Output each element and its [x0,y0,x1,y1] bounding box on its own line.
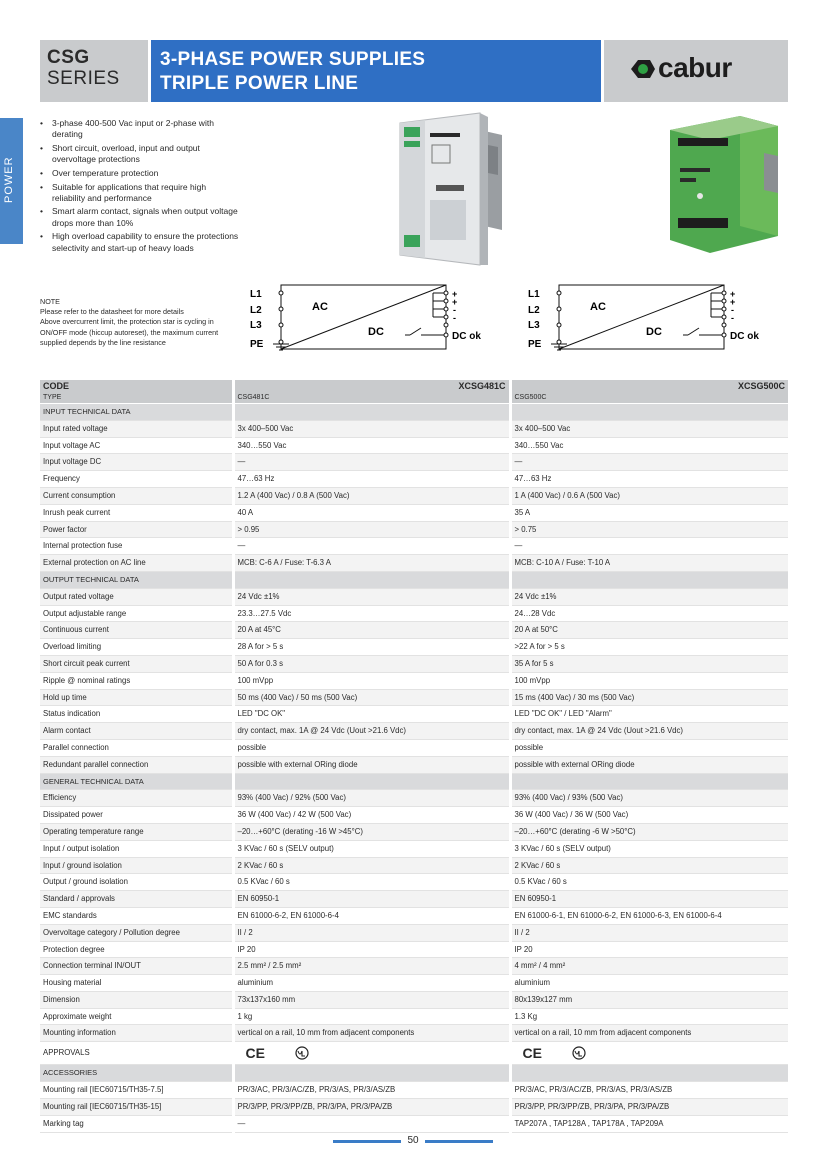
row-value-2: II / 2 [510,924,788,941]
row-value-1: possible [233,739,510,756]
row-value-2: PR/3/AC, PR/3/AC/ZB, PR/3/AS, PR/3/AS/ZB [510,1082,788,1099]
row-label: External protection on AC line [40,555,233,572]
row-value-2: IP 20 [510,941,788,958]
row-label: Parallel connection [40,739,233,756]
row-label: Connection terminal IN/OUT [40,958,233,975]
row-label: Hold up time [40,689,233,706]
code-value-1: XCSG481C [233,380,510,392]
table-row [40,487,788,504]
row-value-1: 0.5 KVac / 60 s [233,874,510,891]
row-label: Short circuit peak current [40,655,233,672]
footer-rule-left [333,1140,401,1143]
label-minus: - [731,313,734,323]
series-header [40,40,148,102]
row-value-1: 73x137x160 mm [233,991,510,1008]
table-row [40,723,788,740]
row-label: Continuous current [40,622,233,639]
row-label: Frequency [40,471,233,488]
table-row [40,991,788,1008]
row-value-2: TAP207A , TAP128A , TAP178A , TAP209A [510,1115,788,1132]
row-value-2: vertical on a rail, 10 mm from adjacent components [510,1025,788,1042]
row-label: Protection degree [40,941,233,958]
row-label: Output rated voltage [40,588,233,605]
table-row [40,639,788,656]
type-value-2: CSG500C [510,392,788,404]
row-value-1: 50 ms (400 Vac) / 50 ms (500 Vac) [233,689,510,706]
table-row [40,958,788,975]
approvals-value-2 [510,1042,788,1065]
table-row [40,941,788,958]
row-value-2: 35 A [510,504,788,521]
row-label: Overvoltage category / Pollution degree [40,924,233,941]
row-value-2: 80x139x127 mm [510,991,788,1008]
label-dc-ok: DC ok [452,331,481,342]
type-label: TYPE [40,392,233,404]
table-row [40,521,788,538]
row-value-1 [233,404,510,421]
row-label: Redundant parallel connection [40,756,233,773]
code-label: CODE [40,380,233,392]
row-label: Internal protection fuse [40,538,233,555]
row-value-1: 3x 400–500 Vac [233,420,510,437]
feature-list [40,118,240,256]
code-value-2: XCSG500C [510,380,788,392]
table-row [40,975,788,992]
note-line: ON/OFF mode (hiccup autoreset), the maximum current [40,327,219,337]
row-label: Dissipated power [40,807,233,824]
label-dc: DC [646,326,662,338]
label-l2: L2 [250,305,262,316]
row-value-1: 23.3…27.5 Vdc [233,605,510,622]
accessory-row [40,1082,788,1099]
row-value-1: 24 Vdc ±1% [233,588,510,605]
section-header-row [40,571,788,588]
row-value-2: –20…+60°C (derating -6 W >50°C) [510,823,788,840]
row-value-2: MCB: C-10 A / Fuse: T-10 A [510,555,788,572]
row-value-2: 35 A for 5 s [510,655,788,672]
row-label: Input voltage AC [40,437,233,454]
logo-text: cabur [658,52,732,83]
label-ac: AC [312,301,328,313]
label-l2: L2 [528,305,540,316]
row-value-1: PR/3/AC, PR/3/AC/ZB, PR/3/AS, PR/3/AS/ZB [233,1082,510,1099]
row-value-1: — [233,538,510,555]
cabur-logo-icon [628,57,658,81]
section-header-row [40,773,788,790]
accessories-label: ACCESSORIES [40,1065,233,1082]
table-row [40,655,788,672]
code-row [40,380,788,392]
row-value-2: EN 61000-6-1, EN 61000-6-2, EN 61000-6-3, EN 61000-6-4 [510,907,788,924]
row-label: Status indication [40,706,233,723]
label-pe: PE [250,339,264,350]
row-value-2: 3x 400–500 Vac [510,420,788,437]
circuit-diagram-2 [523,280,778,358]
table-row [40,471,788,488]
row-value-2: 4 mm² / 4 mm² [510,958,788,975]
row-label: Input rated voltage [40,420,233,437]
side-tab [0,118,23,244]
row-value-2: 340…550 Vac [510,437,788,454]
approvals-row [40,1042,788,1065]
table-row [40,907,788,924]
spec-table [40,380,788,1133]
row-value-1: 2 KVac / 60 s [233,857,510,874]
row-label: Dimension [40,991,233,1008]
row-value-1: IP 20 [233,941,510,958]
note-title: NOTE [40,297,60,306]
row-value-1: 100 mVpp [233,672,510,689]
table-row [40,790,788,807]
row-value-2: 20 A at 50°C [510,622,788,639]
row-label: Approximate weight [40,1008,233,1025]
accessory-row [40,1115,788,1132]
row-label: Input / ground isolation [40,857,233,874]
row-value-2: 3 KVac / 60 s (SELV output) [510,840,788,857]
row-value-2 [510,404,788,421]
side-tab-label: POWER [3,156,15,203]
row-value-1: PR/3/PP, PR/3/PP/ZB, PR/3/PA, PR/3/PA/ZB [233,1098,510,1115]
table-row [40,739,788,756]
row-value-2: aluminium [510,975,788,992]
table-row [40,823,788,840]
table-row [40,1025,788,1042]
row-label: Marking tag [40,1115,233,1132]
type-row [40,392,788,404]
label-l1: L1 [250,289,262,300]
row-value-2 [510,1065,788,1082]
row-label: GENERAL TECHNICAL DATA [40,773,233,790]
recognized-component-icon [570,1046,588,1060]
row-label: Output / ground isolation [40,874,233,891]
row-label: Alarm contact [40,723,233,740]
row-value-1: –20…+60°C (derating -16 W >45°C) [233,823,510,840]
page-number: 50 [407,1135,419,1146]
label-plus: + [730,297,736,307]
circuit-diagram-1 [245,280,500,358]
product-image-csg481c [380,105,510,270]
table-row [40,891,788,908]
feature-item: • Suitable for applications that require high reliability and performance [40,182,240,204]
row-label: Housing material [40,975,233,992]
row-value-2: 1.3 Kg [510,1008,788,1025]
label-minus: - [453,305,456,315]
row-value-2: 47…63 Hz [510,471,788,488]
table-row [40,622,788,639]
table-row [40,504,788,521]
row-value-1: 3 KVac / 60 s (SELV output) [233,840,510,857]
label-pe: PE [528,339,542,350]
label-l3: L3 [528,320,540,331]
label-plus: + [452,289,458,299]
feature-item: • High overload capability to ensure the protections selectivity and start-up of heavy loads [40,231,240,253]
row-value-2 [510,773,788,790]
row-value-1 [233,773,510,790]
row-value-1: — [233,1115,510,1132]
feature-item: • Over temperature protection [40,168,240,179]
row-label: Mounting information [40,1025,233,1042]
row-value-2: EN 60950-1 [510,891,788,908]
row-value-1: 1.2 A (400 Vac) / 0.8 A (500 Vac) [233,487,510,504]
label-l3: L3 [250,320,262,331]
table-row [40,807,788,824]
row-value-1: dry contact, max. 1A @ 24 Vdc (Uout >21.6 Vdc) [233,723,510,740]
row-value-2: LED "DC OK" / LED "Alarm" [510,706,788,723]
row-value-1: 2.5 mm² / 2.5 mm² [233,958,510,975]
feature-item: • 3-phase 400-500 Vac input or 2-phase with derating [40,118,240,140]
row-value-2: 100 mVpp [510,672,788,689]
row-label: INPUT TECHNICAL DATA [40,404,233,421]
table-row [40,538,788,555]
row-label: Operating temperature range [40,823,233,840]
label-l1: L1 [528,289,540,300]
row-value-1: 93% (400 Vac) / 92% (500 Vac) [233,790,510,807]
table-row [40,555,788,572]
label-plus: + [452,297,458,307]
ce-mark-icon: CE [245,1045,265,1062]
feature-item: • Short circuit, overload, input and output overvoltage protections [40,143,240,165]
row-value-1 [233,1065,510,1082]
row-value-1: possible with external ORing diode [233,756,510,773]
row-value-1: 47…63 Hz [233,471,510,488]
row-value-1: 40 A [233,504,510,521]
row-value-1: LED "DC OK" [233,706,510,723]
note-line: Please refer to the datasheet for more details [40,307,184,317]
row-label: Power factor [40,521,233,538]
table-row [40,420,788,437]
row-value-2: 24 Vdc ±1% [510,588,788,605]
approvals-label: APPROVALS [40,1042,233,1065]
table-row [40,840,788,857]
table-row [40,706,788,723]
title-line-2: TRIPLE POWER LINE [160,73,359,94]
row-value-2: dry contact, max. 1A @ 24 Vdc (Uout >21.6 Vdc) [510,723,788,740]
row-value-1: 50 A for 0.3 s [233,655,510,672]
row-label: Mounting rail [IEC60715/TH35-15] [40,1098,233,1115]
table-row [40,924,788,941]
footer-rule-right [425,1140,493,1143]
row-label: Inrush peak current [40,504,233,521]
table-row [40,1008,788,1025]
accessory-row [40,1098,788,1115]
row-value-1: — [233,454,510,471]
section-header-row [40,1065,788,1082]
table-row [40,672,788,689]
row-value-1: 340…550 Vac [233,437,510,454]
label-plus: + [730,289,736,299]
row-value-2 [510,571,788,588]
row-label: Overload limiting [40,639,233,656]
row-label: Efficiency [40,790,233,807]
row-value-2: possible [510,739,788,756]
approvals-value-1 [233,1042,510,1065]
row-value-1: 36 W (400 Vac) / 42 W (500 Vac) [233,807,510,824]
note-line: supplied depends by the line resistance [40,337,166,347]
table-row [40,588,788,605]
feature-item: • Smart alarm contact, signals when output voltage drops more than 10% [40,206,240,228]
row-value-2: 24…28 Vdc [510,605,788,622]
row-value-2: 0.5 KVac / 60 s [510,874,788,891]
row-value-1: 20 A at 45°C [233,622,510,639]
section-header-row [40,404,788,421]
row-value-2: 36 W (400 Vac) / 36 W (500 Vac) [510,807,788,824]
note-line: Above overcurrent limit, the protection star is cycling in [40,317,214,327]
row-value-2: possible with external ORing diode [510,756,788,773]
table-row [40,756,788,773]
table-row [40,605,788,622]
table-row [40,689,788,706]
row-value-1: EN 60950-1 [233,891,510,908]
series-code: CSG [47,47,90,68]
label-minus: - [453,313,456,323]
row-label: Output adjustable range [40,605,233,622]
row-value-2: 1 A (400 Vac) / 0.6 A (500 Vac) [510,487,788,504]
row-value-1: > 0.95 [233,521,510,538]
row-label: EMC standards [40,907,233,924]
row-value-2: 93% (400 Vac) / 93% (500 Vac) [510,790,788,807]
row-value-1: MCB: C-6 A / Fuse: T-6.3 A [233,555,510,572]
row-value-2: — [510,538,788,555]
label-minus: - [731,305,734,315]
row-label: Current consumption [40,487,233,504]
label-dc: DC [368,326,384,338]
row-value-1: 1 kg [233,1008,510,1025]
title-line-1: 3-PHASE POWER SUPPLIES [160,49,426,70]
row-value-1: 28 A for > 5 s [233,639,510,656]
note-block [40,297,240,348]
row-value-1: vertical on a rail, 10 mm from adjacent components [233,1025,510,1042]
table-row [40,454,788,471]
row-value-2: 2 KVac / 60 s [510,857,788,874]
table-row [40,857,788,874]
row-value-2: — [510,454,788,471]
row-value-1: II / 2 [233,924,510,941]
row-label: Mounting rail [IEC60715/TH35-7.5] [40,1082,233,1099]
table-row [40,437,788,454]
row-label: Standard / approvals [40,891,233,908]
type-value-1: CSG481C [233,392,510,404]
row-label: OUTPUT TECHNICAL DATA [40,571,233,588]
row-label: Input / output isolation [40,840,233,857]
series-word: SERIES [47,68,120,89]
label-ac: AC [590,301,606,313]
row-value-2: 15 ms (400 Vac) / 30 ms (500 Vac) [510,689,788,706]
product-image-csg500c [660,108,785,258]
page-title [151,40,601,102]
row-label: Ripple @ nominal ratings [40,672,233,689]
row-value-1 [233,571,510,588]
row-value-2: > 0.75 [510,521,788,538]
label-dc-ok: DC ok [730,331,759,342]
recognized-component-icon [293,1046,311,1060]
row-value-1: aluminium [233,975,510,992]
cabur-logo [604,40,788,102]
row-value-1: EN 61000-6-2, EN 61000-6-4 [233,907,510,924]
row-value-2: >22 A for > 5 s [510,639,788,656]
table-row [40,874,788,891]
ce-mark-icon: CE [522,1045,542,1062]
row-value-2: PR/3/PP, PR/3/PP/ZB, PR/3/PA, PR/3/PA/ZB [510,1098,788,1115]
row-label: Input voltage DC [40,454,233,471]
